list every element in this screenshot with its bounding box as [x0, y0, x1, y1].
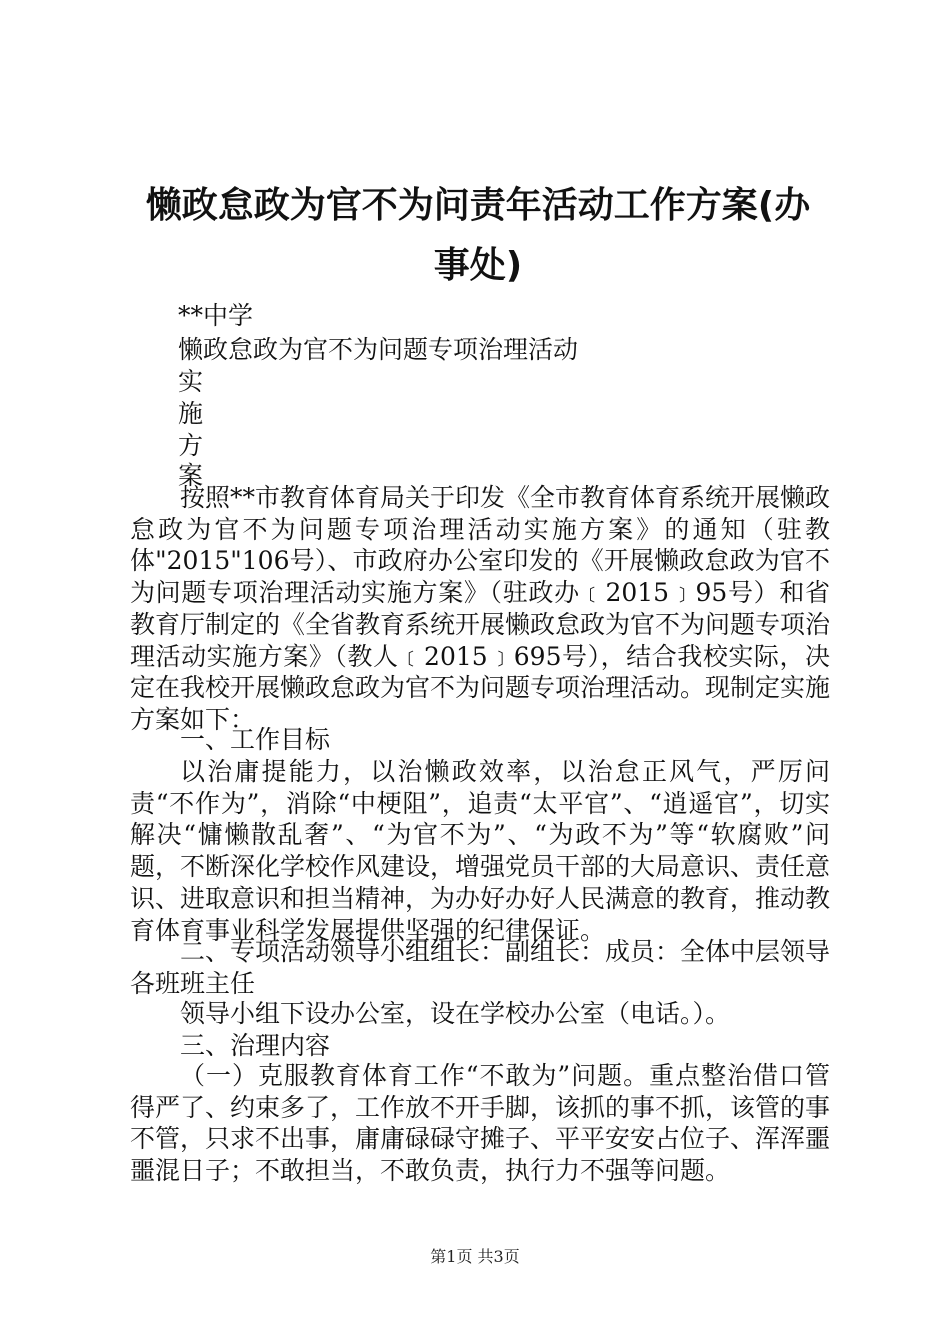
plan-subtitle-char: 方 [178, 431, 204, 460]
section-heading-content: 三、治理内容 [180, 1031, 331, 1060]
plan-subtitle: 懒政怠政为官不为问题专项治理活动 [178, 335, 579, 364]
goals-paragraph: 以治庸提能力，以治懒政效率，以治怠正风气，严厉问责“不作为”，消除“中梗阻”，追责“太平官”、“逍遥官”，切实解决“慵懒散乱奢”、“为官不为”、“为政不为”等“软腐败”问题，不断深化学校作风建设，增强党员干部的大局意识、责任意识、进取意识和担当精神，为办好办好人民满意的教育，推动教育体育事业科学发展提供坚强的纪律保证。 [130, 757, 831, 945]
plan-subtitle-char: 施 [178, 399, 204, 428]
document-title: 懒政怠政为官不为问责年活动工作方案(办事处) [145, 185, 811, 286]
content-item-1: （一）克服教育体育工作“不敢为”问题。重点整治借口管得严了、约束多了，工作放不开手脚，该抓的事不抓，该管的事不管，只求不出事，庸庸碌碌守摊子、平平安安占位子、浑浑噩噩混日子；不敢担当，不敢负责，执行力不强等问题。 [130, 1061, 831, 1186]
leadership-group-paragraph: 二、专项活动领导小组组长：副组长：成员：全体中层领导各班班主任 [130, 937, 831, 998]
section-heading-goals: 一、工作目标 [180, 725, 331, 754]
plan-subtitle-char: 案 [178, 461, 204, 490]
office-paragraph: 领导小组下设办公室，设在学校办公室（电话。）。 [180, 999, 731, 1028]
plan-subtitle-char: 实 [178, 367, 204, 396]
page-footer: 第1页 共3页 [430, 1247, 520, 1266]
school-name: **中学 [178, 301, 254, 330]
intro-paragraph: 按照**市教育体育局关于印发《全市教育体育系统开展懒政怠政为官不为问题专项治理活动实施方案》的通知（驻教体"2015"106号）、市政府办公室印发的《开展懒政怠政为官不为问题专项治理活动实施方案》（驻政办﹝2015﹞95号）和省教育厅制定的《全省教育系统开展懒政怠政为官不为问题专项治理活动实施方案》（教人﹝2015﹞695号），结合我校实际，决定在我校开展懒政怠政为官不为问题专项治理活动。现制定实施方案如下： [130, 483, 831, 734]
